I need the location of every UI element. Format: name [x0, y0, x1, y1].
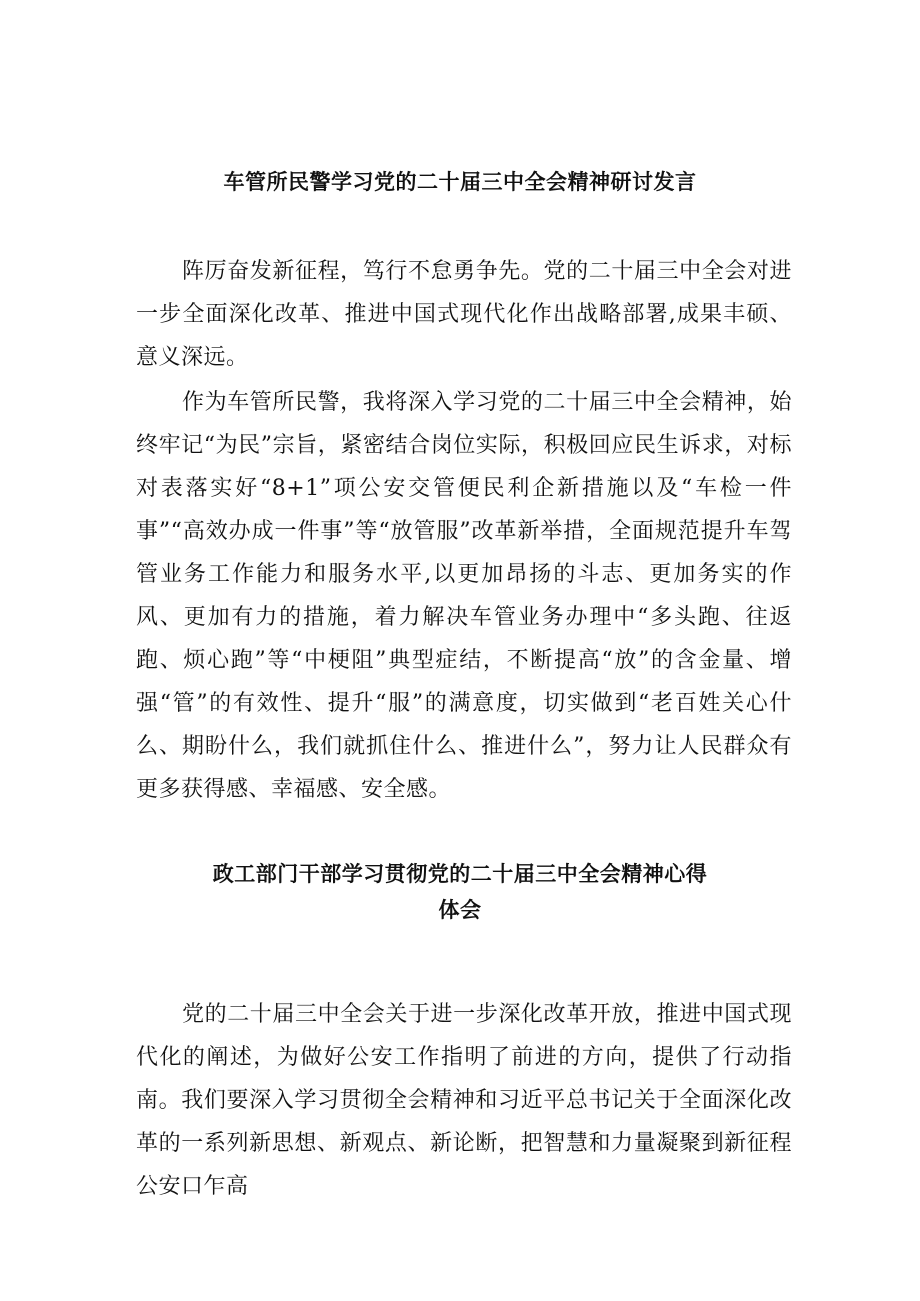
section-2-paragraph-1: 党的二十届三中全会关于进一步深化改革开放，推进中国式现代化的阐述，为做好公安工作指明了前进的方向，提供了行动指南。我们要深入学习贯彻全会精神和习近平总书记关于全面深化改革的一系列新思想、新观点、新论断，把智慧和力量凝聚到新征程公安口乍高	[136, 1002, 792, 1199]
section-2-title-line-1: 政工部门干部学习贯彻党的二十届三中全会精神心得	[212, 862, 708, 886]
section-1-paragraph-2: 作为车管所民警，我将深入学习党的二十届三中全会精神，始终牢记“为民”宗旨，紧密结合岗位实际，积极回应民生诉求，对标对表落实好“8+1”项公安交管便民利企新措施以及“车检一件事”“高效办成一件事”等“放管服”改革新举措，全面规范提升车驾管业务工作能力和服务水平,以更加昂扬的斗志、更加务实的作风、更加有力的措施，着力解决车管业务办理中“多头跑、往返跑、烦心跑”等“中梗阻”典型症结，不断提高“放”的含金量、增强“管”的有效性、提升“服”的满意度，切实做到“老百姓关心什么、期盼什么，我们就抓住什么、推进什么”，努力让人民群众有更多获得感、幸福感、安全感。	[136, 390, 792, 802]
section-2-title-line-2: 体会	[438, 898, 482, 922]
section-2-title	[130, 856, 790, 928]
section-1-paragraph-1: 阵厉奋发新征程，笃行不怠勇争先。党的二十届三中全会对进一步全面深化改革、推进中国式现代化作出战略部署,成果丰硕、意义深远。	[136, 259, 792, 370]
section-1-title: 车管所民警学习党的二十届三中全会精神研讨发言	[223, 170, 697, 194]
